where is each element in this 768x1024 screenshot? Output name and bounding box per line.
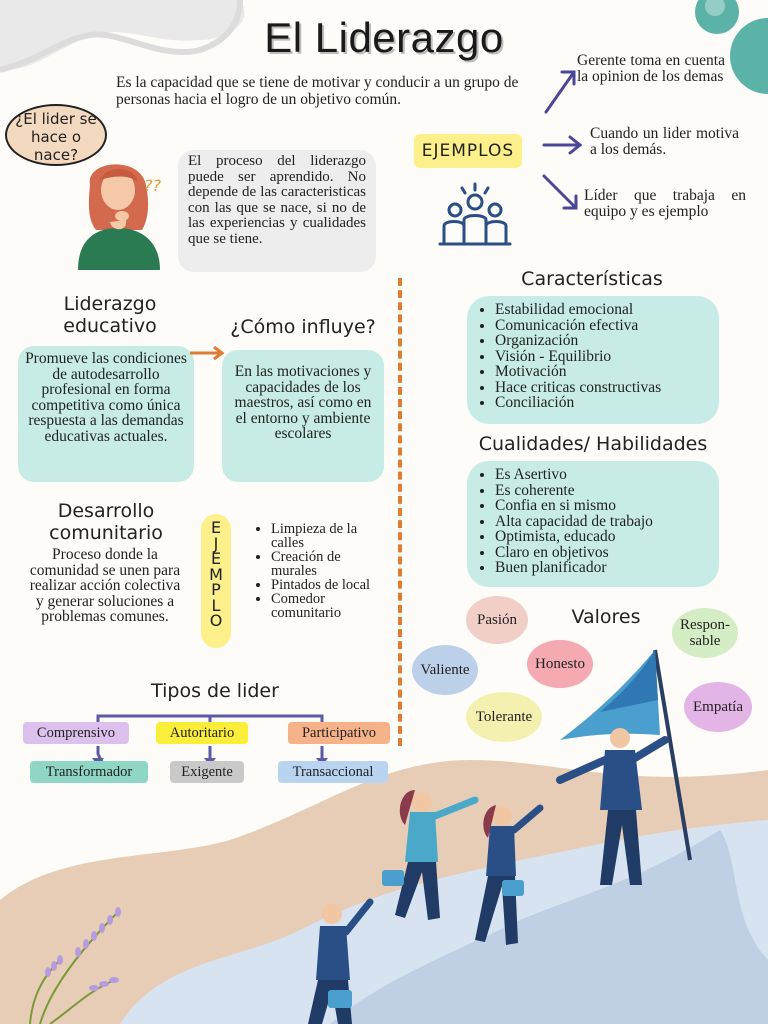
badge-letter: L: [211, 595, 221, 615]
list-item: • Es Asertivo: [495, 467, 709, 483]
example-item-1: Gerente toma en cuenta la opinion de los demas: [577, 52, 725, 85]
comunitario-list: [243, 522, 381, 620]
badge-letter: J: [213, 533, 219, 553]
question-marks: ??: [144, 176, 161, 195]
process-text-box: El proceso del liderazgo puede ser aprendido. No depende de las caracteristicas con las que se nace, si no de las experiencias y cualidades que se tiene.: [178, 150, 376, 272]
orange-arrow-icon: [188, 344, 228, 362]
valor-empatia: Empatía: [684, 682, 752, 732]
comunitario-heading: Desarrollo comunitario: [49, 500, 163, 544]
question-bubble: ¿El lider se hace o nace?: [5, 104, 107, 166]
educativo-heading: Liderazgo educativo: [63, 293, 157, 337]
team-icon: [436, 182, 514, 248]
lavender-plant-illustration: [20, 900, 130, 1024]
intro-text: Es la capacidad que se tiene de motivar y conducir a un grupo de personas hacia el logro de un objetivo común.: [116, 74, 519, 108]
list-item: • Organización: [495, 333, 709, 349]
caracteristicas-heading: Características: [521, 268, 663, 290]
cualidades-box: [467, 461, 719, 587]
valor-valiente: Valiente: [412, 645, 478, 695]
list-item: • Creación de murales: [271, 550, 381, 578]
tipo-exigente: Exigente: [170, 761, 244, 783]
list-item: • Pintados de local: [271, 578, 381, 592]
ejemplo-vertical-badge: [201, 514, 231, 648]
cualidades-heading: Cualidades/ Habilidades: [478, 433, 708, 455]
thinking-woman-illustration: [70, 150, 170, 270]
list-item: • Es coherente: [495, 483, 709, 499]
tipo-participativo: Participativo: [288, 722, 390, 744]
list-item: • Limpieza de la calles: [271, 522, 381, 550]
comunitario-text: Proceso donde la comunidad se unen para realizar acción colectiva y generar soluciones a problemas comunes.: [29, 546, 181, 625]
list-item: • Confia en si mismo: [495, 498, 709, 514]
list-item: • Visión - Equilibrio: [495, 349, 709, 365]
list-item: • Comedor comunitario: [271, 592, 381, 620]
tipo-transaccional: Transaccional: [278, 761, 388, 783]
badge-letter: P: [211, 580, 221, 599]
badge-letter: M: [209, 564, 223, 584]
list-item: • Hace criticas constructivas: [495, 380, 709, 396]
caracteristicas-box: [467, 296, 719, 424]
tipo-transformador: Transformador: [30, 761, 148, 783]
list-item: • Buen planificador: [495, 560, 709, 576]
badge-letter: O: [209, 611, 223, 630]
influye-heading: ¿Cómo influye?: [230, 316, 376, 338]
valor-honesto: Honesto: [527, 640, 593, 688]
example-item-2: Cuando un lider motiva a los demás.: [590, 125, 739, 158]
badge-letter: E: [210, 549, 222, 568]
list-item: • Alta capacidad de trabajo: [495, 514, 709, 530]
valor-pasion: Pasión: [466, 596, 528, 644]
list-item: • Conciliación: [495, 395, 709, 411]
list-item: • Estabilidad emocional: [495, 302, 709, 318]
climbing-team-illustration: [270, 640, 710, 1024]
page-title: El Liderazgo: [264, 14, 504, 61]
list-item: • Comunicación efectiva: [495, 318, 709, 334]
tipo-autoritario: Autoritario: [156, 722, 248, 744]
badge-letter: E: [210, 518, 222, 537]
influye-box: En las motivaciones y capacidades de los maestros, así como en el entorno y ambiente escolares: [222, 350, 384, 482]
valores-heading: Valores: [571, 606, 641, 628]
tipo-comprensivo: Comprensivo: [23, 722, 129, 744]
examples-badge: EJEMPLOS: [414, 134, 522, 168]
tipos-heading: Tipos de lider: [151, 680, 279, 702]
educativo-box: Promueve las condiciones de autodesarrollo profesional en forma competitiva como única respuesta a las demandas educativas actuales.: [18, 346, 194, 482]
list-item: • Claro en objetivos: [495, 545, 709, 561]
valor-responsable: Respon-sable: [672, 608, 738, 658]
list-item: • Motivación: [495, 364, 709, 380]
valor-tolerante: Tolerante: [466, 692, 542, 742]
example-item-3: Líder que trabaja en equipo y es ejemplo: [584, 187, 746, 220]
list-item: • Optimista, educado: [495, 529, 709, 545]
